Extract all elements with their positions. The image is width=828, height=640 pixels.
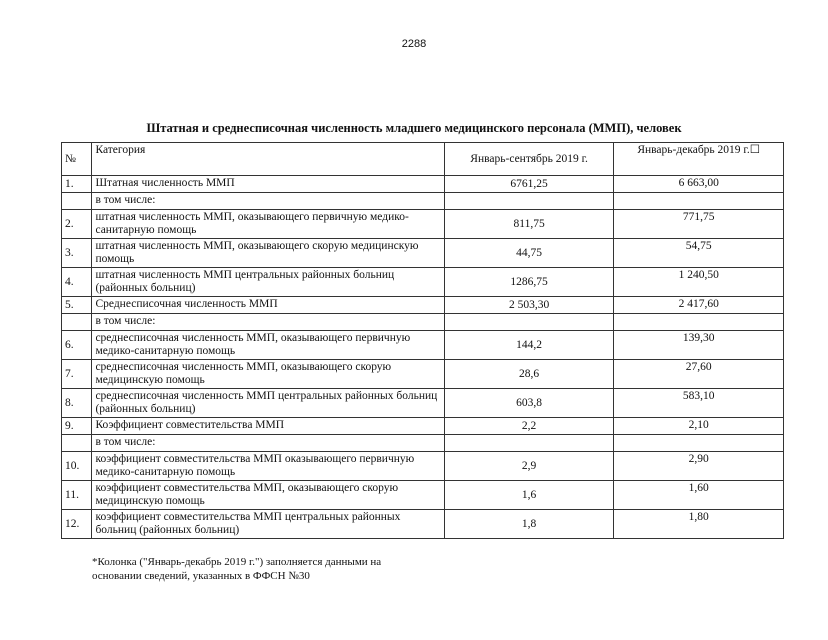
table-row xyxy=(62,510,784,539)
row-number xyxy=(62,435,92,452)
table-row xyxy=(62,193,784,210)
row-value-jan-sep: 2,9 xyxy=(444,452,614,481)
row-value-jan-dec: 27,60 xyxy=(614,360,784,389)
row-value-jan-sep: 144,2 xyxy=(444,331,614,360)
row-number: 5. xyxy=(62,297,92,314)
row-category: среднесписочная численность ММП, оказывающего первичную медико-санитарную помощь xyxy=(92,331,444,360)
row-category: коэффициент совместительства ММП, оказывающего скорую медицинскую помощь xyxy=(92,481,444,510)
row-number xyxy=(62,314,92,331)
row-value-jan-dec: 139,30 xyxy=(614,331,784,360)
row-number: 4. xyxy=(62,268,92,297)
row-value-jan-dec xyxy=(614,193,784,210)
table-row xyxy=(62,239,784,268)
table-row xyxy=(62,210,784,239)
row-number: 11. xyxy=(62,481,92,510)
row-value-jan-dec: 6 663,00 xyxy=(614,176,784,193)
row-value-jan-sep xyxy=(444,435,614,452)
row-value-jan-dec: 2 417,60 xyxy=(614,297,784,314)
row-value-jan-sep: 811,75 xyxy=(444,210,614,239)
row-value-jan-dec: 1,60 xyxy=(614,481,784,510)
row-value-jan-sep xyxy=(444,193,614,210)
row-number: 7. xyxy=(62,360,92,389)
table-row xyxy=(62,360,784,389)
row-number: 9. xyxy=(62,418,92,435)
row-category: Штатная численность ММП xyxy=(92,176,444,193)
table-row xyxy=(62,435,784,452)
page-number: 2288 xyxy=(401,38,427,50)
table-row xyxy=(62,331,784,360)
row-number: 12. xyxy=(62,510,92,539)
row-value-jan-sep xyxy=(444,314,614,331)
table-row xyxy=(62,268,784,297)
row-value-jan-sep: 44,75 xyxy=(444,239,614,268)
row-category: коэффициент совместительства ММП оказывающего первичную медико-санитарную помощь xyxy=(92,452,444,481)
header-category: Категория xyxy=(92,143,444,176)
row-value-jan-dec: 2,10 xyxy=(614,418,784,435)
row-category: штатная численность ММП, оказывающего первичную медико-санитарную помощь xyxy=(92,210,444,239)
row-category: в том числе: xyxy=(92,193,444,210)
row-value-jan-dec xyxy=(614,314,784,331)
row-value-jan-dec: 1 240,50 xyxy=(614,268,784,297)
row-category: Коэффициент совместительства ММП xyxy=(92,418,444,435)
header-jan-dec-2019: Январь-декабрь 2019 г.☐ xyxy=(614,143,784,176)
row-number: 2. xyxy=(62,210,92,239)
row-value-jan-sep: 2 503,30 xyxy=(444,297,614,314)
document-title: Штатная и среднесписочная численность младшего медицинского персонала (ММП), человек xyxy=(146,121,682,135)
row-category: среднесписочная численность ММП центральных районных больниц (районных больниц) xyxy=(92,389,444,418)
row-number: 8. xyxy=(62,389,92,418)
row-number: 1. xyxy=(62,176,92,193)
table-row xyxy=(62,297,784,314)
row-value-jan-dec: 54,75 xyxy=(614,239,784,268)
table-row xyxy=(62,176,784,193)
header-number: № xyxy=(62,143,92,176)
footnote: *Колонка ("Январь-декабрь 2019 г.") заполняется данными на основании сведений, указанных в ФФСН №30 xyxy=(92,556,382,582)
table-body xyxy=(62,176,784,539)
row-value-jan-sep: 2,2 xyxy=(444,418,614,435)
row-value-jan-sep: 6761,25 xyxy=(444,176,614,193)
row-number xyxy=(62,193,92,210)
row-value-jan-sep: 1,6 xyxy=(444,481,614,510)
row-value-jan-dec xyxy=(614,435,784,452)
row-category: коэффициент совместительства ММП центральных районных больниц (районных больниц) xyxy=(92,510,444,539)
table-row xyxy=(62,452,784,481)
row-number: 3. xyxy=(62,239,92,268)
row-value-jan-sep: 28,6 xyxy=(444,360,614,389)
row-category: в том числе: xyxy=(92,435,444,452)
staffing-table xyxy=(61,142,784,539)
row-value-jan-dec: 771,75 xyxy=(614,210,784,239)
row-category: среднесписочная численность ММП, оказывающего скорую медицинскую помощь xyxy=(92,360,444,389)
row-number: 6. xyxy=(62,331,92,360)
row-number: 10. xyxy=(62,452,92,481)
row-value-jan-dec: 583,10 xyxy=(614,389,784,418)
row-value-jan-sep: 1,8 xyxy=(444,510,614,539)
row-value-jan-dec: 2,90 xyxy=(614,452,784,481)
row-category: в том числе: xyxy=(92,314,444,331)
table-row xyxy=(62,418,784,435)
table-row xyxy=(62,481,784,510)
row-category: Среднесписочная численность ММП xyxy=(92,297,444,314)
row-category: штатная численность ММП центральных районных больниц (районных больниц) xyxy=(92,268,444,297)
table-header-row xyxy=(62,143,784,176)
table-row xyxy=(62,314,784,331)
row-value-jan-dec: 1,80 xyxy=(614,510,784,539)
table-row xyxy=(62,389,784,418)
header-jan-sep-2019: Январь-сентябрь 2019 г. xyxy=(444,143,614,176)
row-category: штатная численность ММП, оказывающего скорую медицинскую помощь xyxy=(92,239,444,268)
row-value-jan-sep: 603,8 xyxy=(444,389,614,418)
row-value-jan-sep: 1286,75 xyxy=(444,268,614,297)
